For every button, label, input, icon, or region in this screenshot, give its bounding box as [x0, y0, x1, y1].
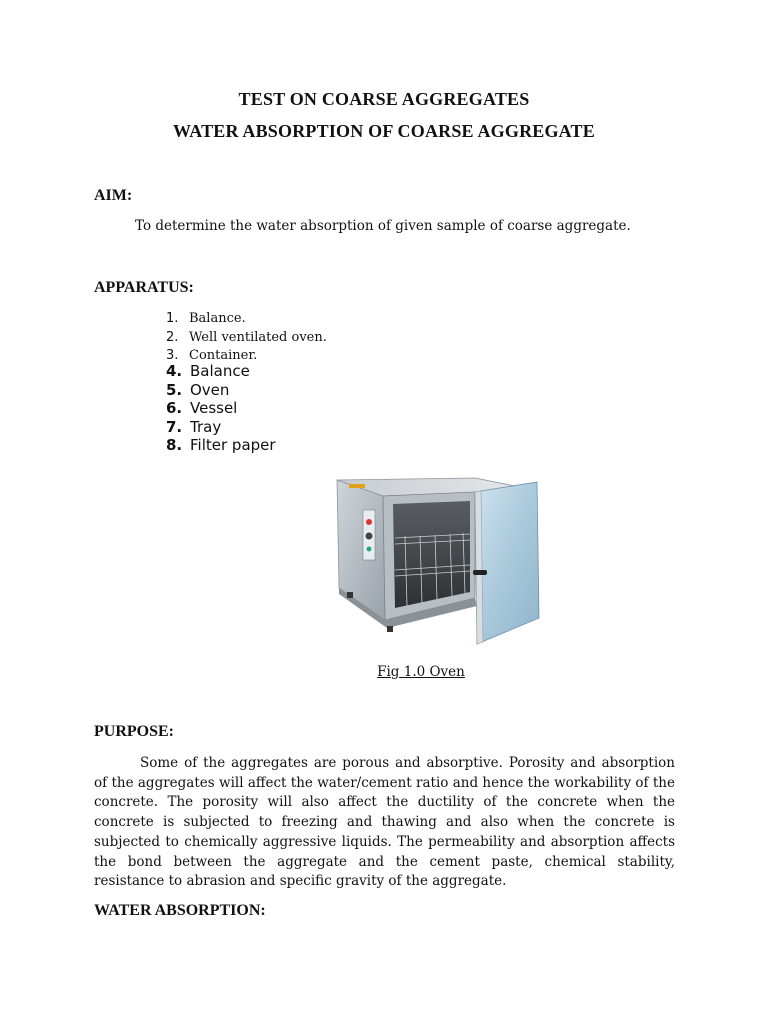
aim-heading: AIM: [94, 187, 133, 204]
list-item-text: Well ventilated oven. [189, 329, 327, 345]
list-item [166, 329, 327, 348]
list-item-text: Oven [190, 380, 230, 399]
list-item-number: 1. [166, 311, 179, 326]
apparatus-list [166, 310, 327, 366]
oven-image [325, 470, 545, 650]
list-item-text: Tray [190, 417, 222, 436]
list-item-number: 2. [166, 329, 179, 345]
list-item-text: Balance [190, 362, 250, 380]
purpose-text: Some of the aggregates are porous and absorptive. Porosity and absorption of the aggregates will affect the water/cement ratio and hence the workability of the concrete. The porosity will also affect the ductility of the concrete when the concrete is subjected to freezing and thawing and also when the concrete is subjected to chemically aggressive liquids. The permeability and absorption affects the bond between the aggregate and the cement paste, chemical stability, resistance to abrasion and specific gravity of the aggregate. [94, 755, 675, 890]
water-absorption-heading: WATER ABSORPTION: [94, 902, 266, 919]
list-item-number: 5. [166, 380, 183, 399]
list-item-number: 8. [166, 436, 183, 454]
list-item-number: 6. [166, 399, 183, 417]
apparatus-list-extra [166, 362, 276, 455]
list-item-text: Balance. [189, 311, 246, 326]
list-item-text: Container. [189, 348, 258, 363]
list-item [166, 381, 276, 400]
purpose-paragraph [94, 754, 675, 892]
list-item [166, 399, 276, 418]
list-item-number: 7. [166, 417, 183, 436]
list-item [166, 310, 327, 329]
list-item-text: Vessel [190, 399, 238, 417]
list-item [166, 362, 276, 381]
purpose-heading: PURPOSE: [94, 723, 174, 740]
list-item-number: 4. [166, 362, 183, 380]
list-item [166, 418, 276, 437]
document-title: TEST ON COARSE AGGREGATES [238, 89, 530, 109]
aim-text: To determine the water absorption of given sample of coarse aggregate. [135, 218, 631, 234]
list-item-number: 3. [166, 348, 179, 363]
document-subtitle: WATER ABSORPTION OF COARSE AGGREGATE [173, 121, 595, 141]
figure-caption: Fig 1.0 Oven [377, 664, 465, 680]
list-item [166, 436, 276, 455]
list-item-text: Filter paper [190, 436, 276, 454]
apparatus-heading: APPARATUS: [94, 279, 194, 296]
